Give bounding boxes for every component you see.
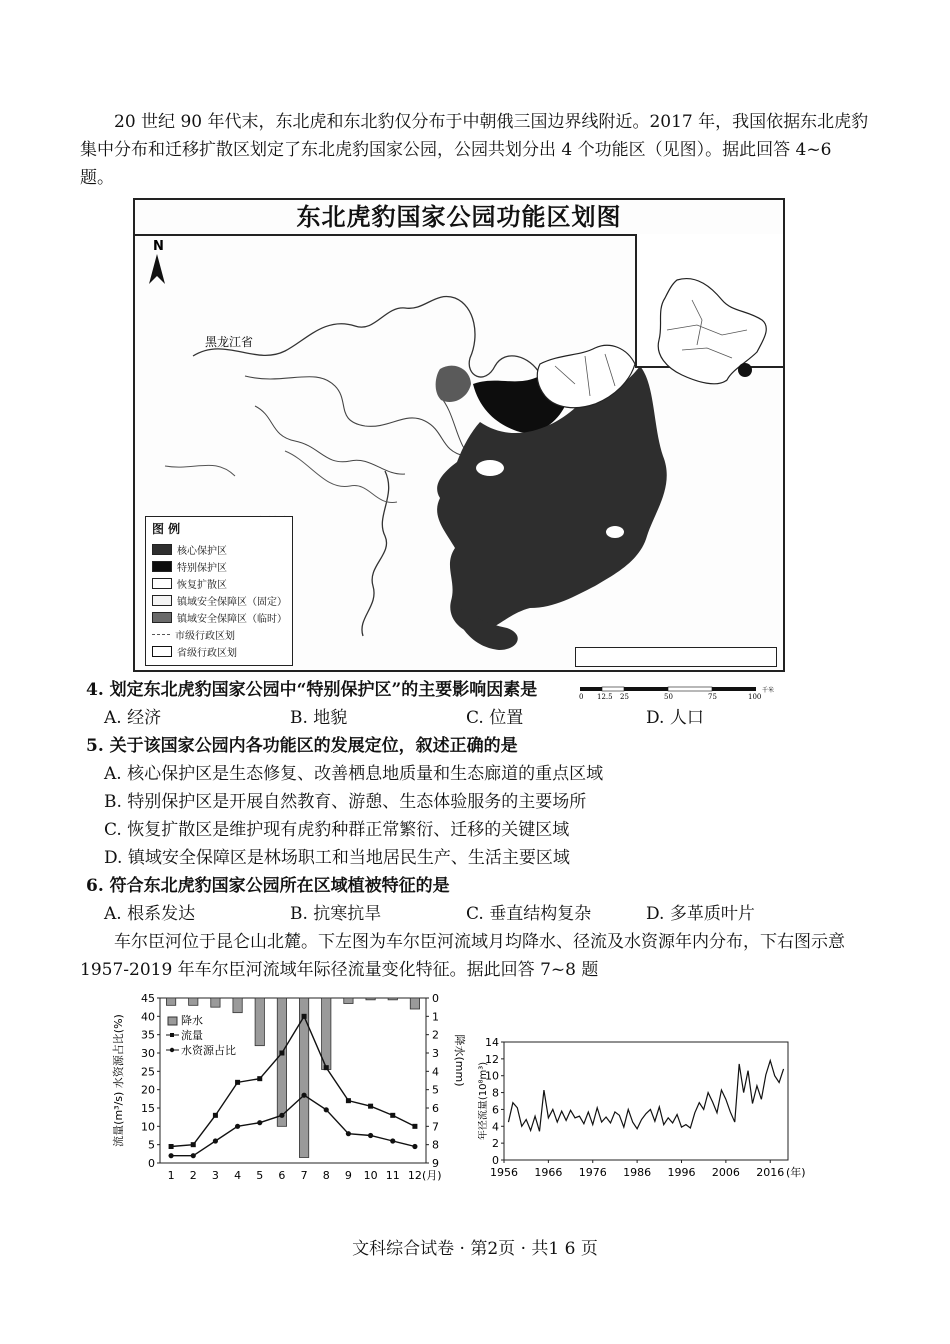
swatch-province-boundary [152,646,172,657]
precip-bar [388,998,397,1000]
precip-bar [211,998,220,1007]
right-tick-label: 1 [432,1010,439,1024]
intro-paragraph-2: 车尔臣河位于昆仑山北麓。下左图为车尔臣河流域月均降水、径流及水资源年内分布，下右图示意 1957-2019 年车尔臣河流域年际径流量变化特征。据此回答 7~8 题 [80,932,845,980]
x-tick-label: 2 [189,1169,197,1182]
page-footer: 文科综合试卷 · 第2页 · 共1 6 页 [352,1239,598,1259]
share-point [235,1124,240,1129]
legend-title: 图 例 [152,522,181,536]
x-tick-label: 1996 [667,1166,696,1179]
y-tick-label: 8 [492,1086,499,1100]
left-axis-label: 流量(m³/s) 水资源占比(%) [112,1014,125,1147]
swatch-recovery [152,578,172,589]
svg-text:100: 100 [748,693,762,701]
plot-frame [504,1042,788,1160]
share-point [191,1153,196,1158]
q6-option-b[interactable]: B. 抗寒抗旱 [290,904,382,924]
x-tick-label: 5 [256,1169,264,1182]
swatch-safety-temp [152,612,172,623]
svg-text:千米: 千米 [762,687,775,694]
q5-option-a[interactable]: A. 核心保护区是生态修复、改善栖息地质量和生态廊道的重点区域 [104,764,604,784]
precip-bar [277,998,286,1126]
x-axis-unit: (年) [786,1166,806,1179]
right-axis-label: 降水(mm) [453,1034,466,1087]
question-5-stem: 5. 关于该国家公园内各功能区的发展定位，叙述正确的是 [86,736,518,756]
inset-locator-map [635,234,783,368]
x-tick-label: 1986 [623,1166,652,1179]
flow-point [412,1124,417,1129]
right-tick-label: 7 [432,1120,439,1134]
share-point [257,1120,262,1125]
question-6-stem: 6. 符合东北虎豹国家公园所在区域植被特征的是 [86,876,450,896]
legend-item: 镇域安全保障区（固定） [152,592,292,609]
left-tick-label: 25 [141,1065,155,1079]
x-tick-label: 4 [234,1169,242,1182]
left-tick-label: 30 [141,1047,155,1060]
right-tick-label: 5 [432,1083,439,1097]
flow-point [346,1098,351,1103]
map-title: 东北虎豹国家公园功能区划图 [135,200,783,236]
share-point [368,1133,373,1138]
legend-item: 核心保护区 [152,541,292,558]
legend-item: 省级行政区划 [152,643,292,660]
share-point [168,1153,173,1158]
left-tick-label: 0 [148,1157,155,1170]
scale-bar [575,647,777,701]
left-tick-label: 45 [141,992,155,1005]
swatch-core [152,544,172,555]
share-point [390,1138,395,1143]
x-tick-label: 7 [300,1169,308,1182]
q4-option-c[interactable]: C. 位置 [466,708,524,728]
x-tick-label: 9 [344,1169,352,1182]
right-tick-label: 6 [432,1102,439,1115]
x-axis-unit: (月) [422,1169,442,1182]
q4-option-b[interactable]: B. 地貌 [290,708,348,728]
right-tick-label: 4 [432,1065,439,1079]
x-tick-label: 8 [322,1169,330,1182]
label-heilongjiang: 黑龙江省 [205,335,254,349]
monthly-chart [108,988,468,1188]
legend-label: 水资源占比 [181,1044,236,1057]
precip-bar [189,998,198,1005]
flow-point [390,1113,395,1118]
y-tick-label: 6 [492,1103,499,1117]
right-tick-label: 0 [432,992,439,1005]
left-tick-label: 20 [141,1083,155,1097]
q5-option-c[interactable]: C. 恢复扩散区是维护现有虎豹种群正常繁衍、迁移的关键区域 [104,820,570,840]
legend-marker-flow [170,1033,174,1037]
legend-swatch-precip [168,1017,177,1025]
precip-bar [366,998,375,1000]
flow-point [213,1113,218,1118]
left-tick-label: 10 [141,1120,155,1134]
flow-point [324,1065,329,1070]
swatch-safety-fixed [152,595,172,606]
q4-option-d[interactable]: D. 人口 [646,708,704,728]
series-line-square [171,1016,415,1146]
q5-option-b[interactable]: B. 特别保护区是开展自然教育、游憩、生态体验服务的主要场所 [104,792,587,812]
swatch-city-boundary [152,634,170,635]
x-tick-label: 1966 [534,1166,563,1179]
x-tick-label: 6 [278,1169,286,1182]
north-label: N [153,239,164,254]
share-point [412,1144,417,1149]
x-tick-label: 1956 [490,1166,518,1179]
legend-label: 流量 [181,1029,203,1042]
x-tick-label: 3 [211,1169,219,1182]
precip-bar [166,998,175,1005]
x-tick-label: 2016 [756,1166,785,1179]
y-tick-label: 14 [485,1036,499,1049]
svg-text:12.5: 12.5 [597,693,613,701]
intro-paragraph-1: 20 世纪 90 年代末，东北虎和东北豹仅分布于中朝俄三国边界线附近。2017 年，我国依据东北虎豹集中分布和迁移扩散区划定了东北虎豹国家公园，公园共划分出 4 个功能区（见图）。据此回答 4~6 题。 [80,112,869,188]
right-tick-label: 3 [432,1047,439,1060]
share-point [346,1131,351,1136]
legend-item: 恢复扩散区 [152,575,292,592]
left-tick-label: 35 [141,1028,155,1042]
legend-item: 市级行政区划 [152,626,292,643]
x-tick-label: 1 [167,1169,175,1182]
left-tick-label: 40 [141,1010,155,1024]
x-tick-label: 12 [407,1169,422,1182]
flow-point [257,1076,262,1081]
precip-bar [410,998,419,1009]
question-4-stem: 4. 划定东北虎豹国家公园中“特别保护区”的主要影响因素是 [86,680,538,700]
share-point [279,1113,284,1118]
y-tick-label: 0 [492,1154,499,1167]
q5-option-d[interactable]: D. 镇域安全保障区是林场职工和当地居民生产、生活主要区域 [104,848,570,868]
flow-point [302,1014,307,1019]
x-tick-label: 11 [385,1169,400,1182]
left-tick-label: 5 [148,1138,155,1152]
q4-option-a[interactable]: A. 经济 [104,708,162,728]
legend-item: 特别保护区 [152,558,292,575]
legend-item: 镇域安全保障区（临时） [152,609,292,626]
precip-bar [344,998,353,1004]
runoff-line [508,1061,783,1132]
legend-marker-share [170,1048,174,1052]
swatch-special [152,561,172,572]
right-tick-label: 2 [432,1028,439,1042]
q6-option-c[interactable]: C. 垂直结构复杂 [466,904,592,924]
x-tick-label: 2006 [711,1166,740,1179]
share-point [324,1107,329,1112]
svg-text:50: 50 [664,693,673,701]
y-tick-label: 2 [492,1137,499,1151]
svg-text:25: 25 [620,693,629,701]
svg-text:0: 0 [579,693,584,701]
y-tick-label: 4 [492,1120,499,1134]
annual-runoff-chart [478,1036,818,1186]
x-tick-label: 10 [363,1169,378,1182]
share-point [301,1093,306,1098]
flow-point [191,1142,196,1147]
svg-text:75: 75 [708,693,717,701]
x-tick-label: 1976 [578,1166,607,1179]
precip-bar [255,998,264,1046]
flow-point [169,1144,174,1149]
q6-option-d[interactable]: D. 多革质叶片 [646,904,755,924]
y-tick-label: 10 [485,1069,499,1083]
share-point [213,1138,218,1143]
y-tick-label: 12 [485,1052,499,1066]
map-legend [145,516,293,666]
right-tick-label: 9 [432,1157,439,1170]
flow-point [235,1080,240,1085]
q6-option-a[interactable]: A. 根系发达 [104,904,196,924]
precip-bar [233,998,242,1013]
flow-point [368,1104,373,1109]
right-tick-label: 8 [432,1138,439,1152]
legend-label: 降水 [181,1014,203,1027]
left-tick-label: 15 [141,1102,155,1115]
north-arrow-icon [149,239,165,284]
flow-point [279,1051,284,1056]
y-axis-label: 年径流量(10⁸m³) [478,1061,489,1141]
